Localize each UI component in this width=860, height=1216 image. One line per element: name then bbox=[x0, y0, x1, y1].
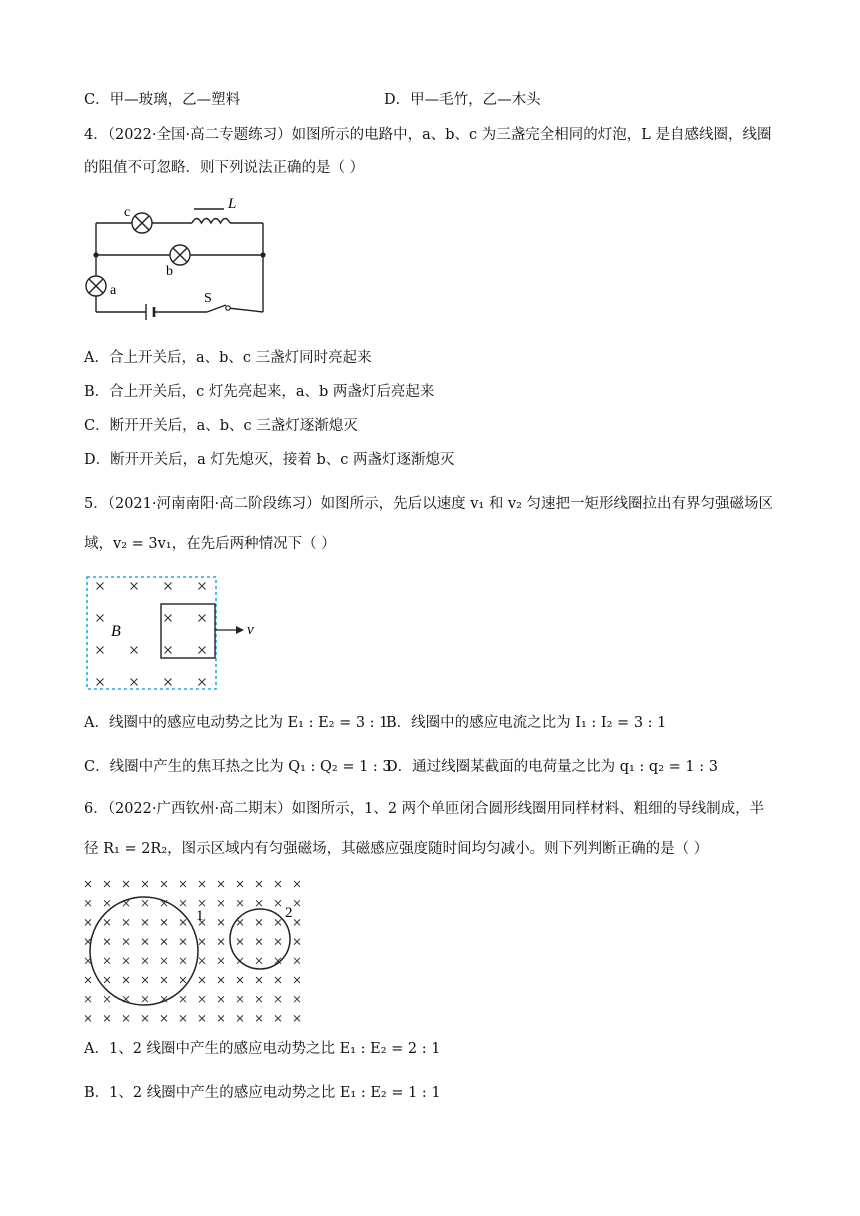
lamp-a-icon bbox=[86, 276, 106, 296]
label-a: a bbox=[110, 283, 117, 298]
q4-option-c: C．断开开关后，a、b、c 三盏灯逐渐熄灭 bbox=[84, 418, 358, 434]
label-B: B bbox=[111, 623, 121, 640]
lamp-b-icon bbox=[170, 245, 190, 265]
battery-icon bbox=[146, 304, 154, 320]
inductor-icon bbox=[192, 219, 230, 224]
field-crosses bbox=[85, 881, 300, 1021]
q5-option-c: C．线圈中产生的焦耳热之比为 Q₁ : Q₂ = 1 : 3 bbox=[84, 759, 392, 775]
q6-option-a: A．1、2 线圈中产生的感应电动势之比 E₁ : E₂ = 2 : 1 bbox=[84, 1041, 441, 1057]
coil-1 bbox=[90, 897, 198, 1005]
label-b: b bbox=[166, 264, 173, 279]
q5-option-d: D．通过线圈某截面的电荷量之比为 q₁ : q₂ = 1 : 3 bbox=[386, 759, 718, 775]
q4-option-b: B．合上开关后，c 灯先亮起来，a、b 两盏灯后亮起来 bbox=[84, 384, 435, 400]
velocity-arrow-icon bbox=[236, 626, 244, 634]
q4-stem-line2: 的阻值不可忽略．则下列说法正确的是（ ） bbox=[84, 160, 365, 176]
q6-stem-line1: 6．（2022·广西钦州·高二期末）如图所示，1、2 两个单匝闭合圆形线圈用同样材料、粗细的导线制成，半 bbox=[84, 801, 765, 817]
q6-option-b: B．1、2 线圈中产生的感应电动势之比 E₁ : E₂ = 1 : 1 bbox=[84, 1085, 441, 1101]
q5-stem-line1: 5．（2021·河南南阳·高二阶段练习）如图所示，先后以速度 v₁ 和 v₂ 匀速把一矩形线圈拉出有界匀强磁场区 bbox=[84, 496, 774, 512]
label-L: L bbox=[228, 196, 237, 212]
q4-option-a: A．合上开关后，a、b、c 三盏灯同时亮起来 bbox=[84, 350, 372, 366]
label-v: v bbox=[247, 622, 254, 638]
rectangular-coil bbox=[161, 604, 215, 658]
q5-option-b: B．线圈中的感应电流之比为 I₁ : I₂ = 3 : 1 bbox=[386, 715, 667, 731]
q6-stem-line2: 径 R₁ = 2R₂，图示区域内有匀强磁场，其磁感应强度随时间均匀减小。则下列判断正确的是（ ） bbox=[84, 841, 709, 857]
field-boundary bbox=[87, 577, 216, 689]
label-coil-2: 2 bbox=[285, 905, 293, 921]
lamp-c-icon bbox=[132, 213, 152, 233]
q5-option-a: A．线圈中的感应电动势之比为 E₁ : E₂ = 3 : 1 bbox=[84, 715, 389, 731]
q4-option-d: D．断开开关后，a 灯先熄灭，接着 b、c 两盏灯逐渐熄灭 bbox=[84, 452, 455, 468]
q3-option-c: C．甲—玻璃，乙—塑料 bbox=[84, 92, 241, 108]
label-c: c bbox=[124, 205, 131, 220]
q3-option-d: D．甲—毛竹，乙—木头 bbox=[384, 92, 541, 108]
q5-magnetic-field-figure bbox=[84, 574, 264, 692]
q6-coils-figure bbox=[80, 876, 310, 1026]
label-coil-1: 1 bbox=[196, 908, 204, 924]
q4-circuit-figure bbox=[80, 190, 280, 320]
q4-stem-line1: 4．（2022·全国·高二专题练习）如图所示的电路中，a、b、c 为三盏完全相同的灯泡，L 是自感线圈，线圈 bbox=[84, 127, 772, 143]
label-S: S bbox=[204, 291, 212, 306]
q5-stem-line2: 域，v₂ = 3v₁，在先后两种情况下（ ） bbox=[84, 536, 336, 552]
